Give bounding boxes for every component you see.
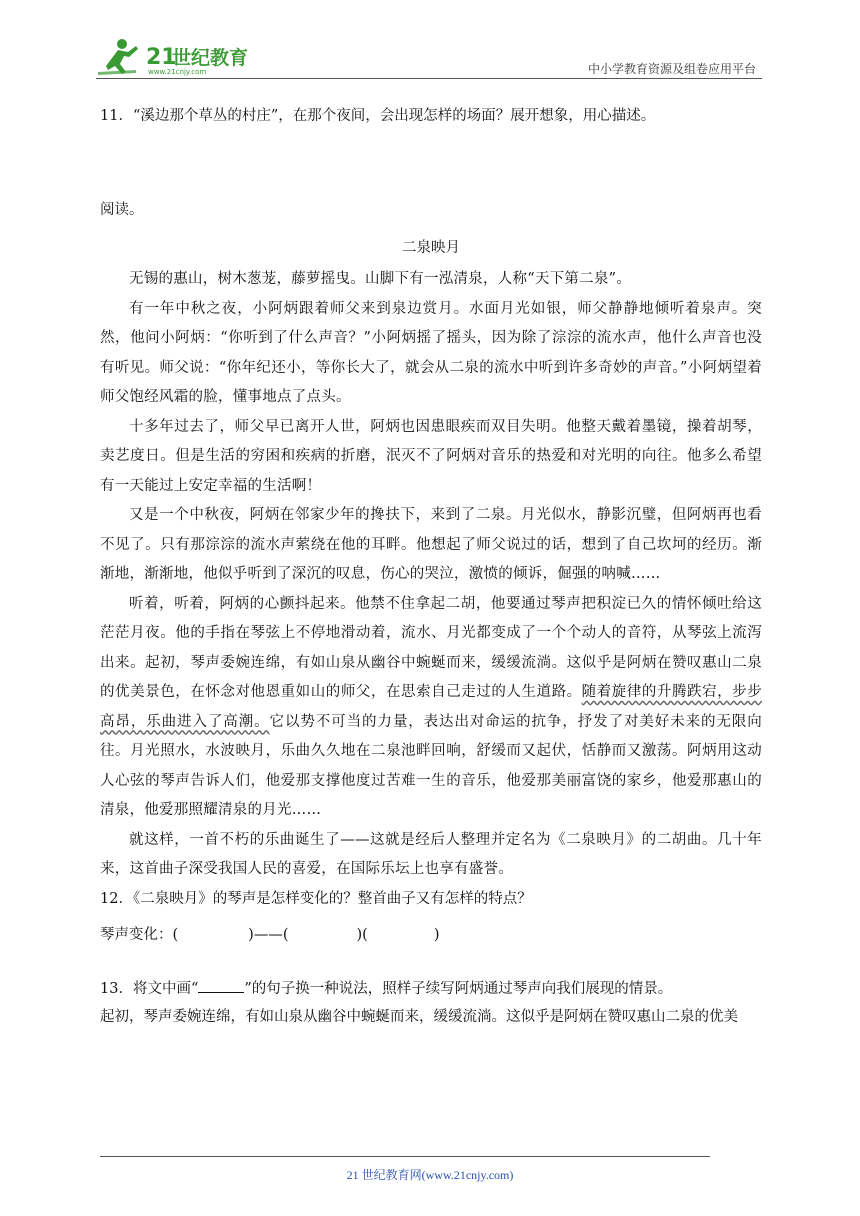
platform-name: 中小学教育资源及组卷应用平台 [587,62,756,76]
article-paragraph-2: 有一年中秋之夜，小阿炳跟着师父来到泉边赏月。水面月光如银，师父静静地倾听着泉声。突然，他问小阿炳：“你听到了什么声音？”小阿炳摇了摇头，因为除了淙淙的流水声，他什么声音也没有听见。师父说：“你年纪还小，等你长大了，就会从二泉的流水中听到许多奇妙的声音。”小阿炳望着师父饱经风霜的脸，懂事地点了点头。 [100,300,762,405]
fill-in-row [100,919,762,951]
footer-divider [100,1156,710,1157]
article-paragraph-5 [100,590,762,826]
q13-suffix: ”的句子换一种说法，照样子续写阿炳通过琴声向我们展现的情景。 [244,980,673,997]
paren-close-1: )——( [248,926,289,943]
spacer [100,951,762,975]
question-11: 11．“溪边那个草丛的村庄”，在那个夜间，会出现怎样的场面？展开想象，用心描述。 [100,108,656,124]
article-paragraph-4: 又是一个中秋夜，阿炳在邻家少年的搀扶下，来到了二泉。月光似水，静影沉璧，但阿炳再也看不见了。只有那淙淙的流水声萦绕在他的耳畔。他想起了师父说过的话，想到了自己坎坷的经历。渐渐地，渐渐地，他似乎听到了深沉的叹息，伤心的哭泣，激愤的倾诉，倔强的呐喊…… [100,507,762,582]
wavy-underlined-sentence: 随着旋律的升腾跌宕，步步高昂，乐曲进入了高潮。 [100,684,762,730]
reading-label: 阅读。 [100,202,144,218]
site-logo [96,36,266,78]
q13-example: 起初，琴声委婉连绵，有如山泉从幽谷中蜿蜒而来，缓缓流淌。这似乎是阿炳在赞叹惠山二泉的优美 [100,1008,738,1025]
article-paragraph-3: 十多年过去了，师父早已离开人世，阿炳也因患眼疾而双目失明。他整天戴着墨镜，操着胡琴，卖艺度日。但是生活的穷困和疾病的折磨，泯灭不了阿炳对音乐的热爱和对光明的向往。他多么希望有一天能过上安定幸福的生活啊！ [100,418,762,494]
footer-link[interactable]: 21 世纪教育网(www.21cnjy.com) [346,1168,514,1182]
answer-space [100,128,762,198]
paren-open-1: ( [172,926,179,943]
paragraph-5-part-a: 听着，听着，阿炳的心颤抖起来。他禁不住拿起二胡，他要通过琴声把积淀已久的情怀倾吐给这茫茫月夜。他的手指在琴弦上不停地滑动着，流水、月光都变成了一个个动人的音符，从琴弦上流泻出来。起初，琴声委婉连绵，有如山泉从幽谷中蜿蜒而来，缓缓流淌。这似乎是阿炳在赞叹惠山二泉的优美景色，在怀念对他恩重如山的师父，在思索自己走过的人生道路。 [100,595,762,700]
article-paragraph-1: 无锡的惠山，树木葱茏，藤萝摇曳。山脚下有一泓清泉，人称“天下第二泉”。 [129,271,632,287]
paren-close-3: ) [433,926,440,943]
document-body [100,104,762,1031]
page-header [96,36,762,80]
q13-prefix: 13．将文中画“ [100,980,199,997]
svg-text:世纪教育: 世纪教育 [172,47,249,69]
header-divider [96,78,762,79]
question-12: 12．《二泉映月》的琴声是怎样变化的？整首曲子又有怎样的特点？ [100,890,532,907]
paragraph-5-part-b: 它以势不可当的力量，表达出对命运的抗争，抒发了对美好未来的无限向往。月光照水，水波映月，乐曲久久地在二泉池畔回响，舒缓而又起伏，恬静而又激荡。阿炳用这动人心弦的琴声告诉人们，他爱那支撑他度过苦难一生的音乐，他爱那美丽富饶的家乡，他爱那惠山的清泉，他爱那照耀清泉的月光…… [100,713,763,818]
article-paragraph-6: 就这样，一首不朽的乐曲诞生了——这就是经后人整理并定名为《二泉映月》的二胡曲。几十年来，这首曲子深受我国人民的喜爱，在国际乐坛上也享有盛誉。 [100,831,762,877]
svg-text:www.21cnjy.com: www.21cnjy.com [148,68,207,76]
fill-label: 琴声变化： [100,926,173,943]
svg-text:21: 21 [146,45,177,70]
question-13 [100,975,762,1003]
underline-marker [198,978,244,993]
paren-close-2: )( [356,926,368,943]
article-title: 二泉映月 [402,240,460,256]
